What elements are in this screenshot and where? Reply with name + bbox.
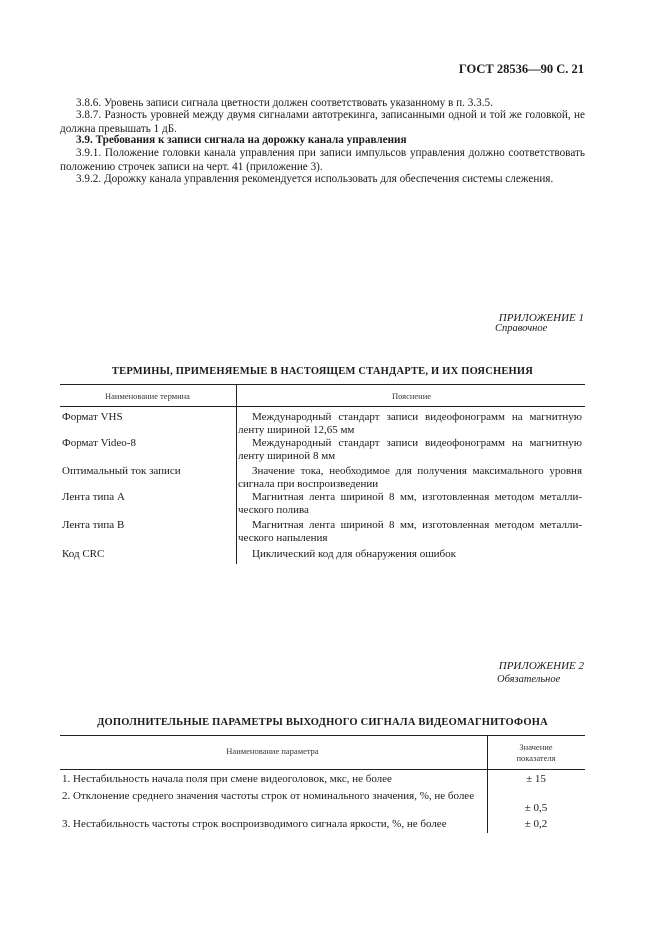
table-1-header-term: Наименование термина xyxy=(105,391,190,401)
page-header: ГОСТ 28536—90 С. 21 xyxy=(458,62,584,76)
value-cell: ± 0,2 xyxy=(524,818,548,830)
paragraph-3-8-7: 3.8.7. Разность уровней между двумя сигналами автотрекинга, записанными одной и той же головкой, не должна превышать 1 дБ. xyxy=(60,109,585,135)
appendix-1-label: ПРИЛОЖЕНИЕ 1 xyxy=(498,312,584,324)
table-1-column-divider xyxy=(236,384,237,564)
term-cell: Лента типа А xyxy=(62,491,125,503)
appendix-2-label: ПРИЛОЖЕНИЕ 2 xyxy=(498,660,584,672)
table-2-header-parameter: Наименование параметра xyxy=(226,746,319,756)
table-2-header-value-line1: Значение xyxy=(519,742,553,752)
value-cell: ± 15 xyxy=(526,773,546,785)
explanation-cell-line1: Магнитная лента шириной 8 мм, изготовленная методом металли- xyxy=(252,491,582,503)
explanation-cell-line1: Магнитная лента шириной 8 мм, изготовленная методом металли- xyxy=(252,519,582,531)
appendix-2-status: Обязательное xyxy=(497,674,561,685)
explanation-cell-line2: ческого напыления xyxy=(238,532,328,544)
appendix-1-title: ТЕРМИНЫ, ПРИМЕНЯЕМЫЕ В НАСТОЯЩЕМ СТАНДАРТЕ, И ИХ ПОЯСНЕНИЯ xyxy=(111,366,534,377)
explanation-cell-line1: Циклический код для обнаружения ошибок xyxy=(252,548,456,560)
table-1-header-rule xyxy=(60,406,585,407)
appendix-2-title: ДОПОЛНИТЕЛЬНЫЕ ПАРАМЕТРЫ ВЫХОДНОГО СИГНАЛА ВИДЕОМАГНИТОФОНА xyxy=(97,717,548,728)
table-1-top-rule xyxy=(60,384,585,385)
term-cell: Формат VHS xyxy=(62,411,123,423)
table-2-header-value-line2: показателя xyxy=(516,753,556,763)
term-cell: Оптимальный ток записи xyxy=(62,465,181,477)
explanation-cell-line1: Значение тока, необходимое для получения максимального уровня xyxy=(252,465,582,477)
paragraph-3-9-1: 3.9.1. Положение головки канала управления при записи импульсов управления должно соответствовать положению строчек записи на черт. 41 (приложение 3). xyxy=(60,147,585,173)
explanation-cell-line1: Международный стандарт записи видеофонограмм на магнитную xyxy=(252,437,582,449)
term-cell: Код CRC xyxy=(62,548,105,560)
table-2-top-rule xyxy=(60,735,585,736)
table-1-header-explanation: Пояснение xyxy=(391,391,432,401)
term-cell: Лента типа В xyxy=(62,519,125,531)
explanation-cell-line2: ческого полива xyxy=(238,504,309,516)
explanation-cell-line2: ленту шириной 8 мм xyxy=(238,450,336,462)
explanation-cell-line2: ленту шириной 12,65 мм xyxy=(238,424,355,436)
paragraph-3-8-6: 3.8.6. Уровень записи сигнала цветности должен соответствовать указанному в п. 3.3.5. xyxy=(76,97,493,109)
parameter-cell: 3. Нестабильность частоты строк воспроизводимого сигнала яркости, %, не более xyxy=(62,818,447,830)
paragraph-3-9-2: 3.9.2. Дорожку канала управления рекомендуется использовать для обеспечения системы слежения. xyxy=(76,173,554,185)
appendix-1-status: Справочное xyxy=(495,323,548,334)
parameter-cell: 1. Нестабильность начала поля при смене видеоголовок, мкс, не более xyxy=(62,773,392,785)
term-cell: Формат Video-8 xyxy=(62,437,136,449)
value-cell: ± 0,5 xyxy=(524,802,548,814)
table-2-header-rule xyxy=(60,769,585,770)
explanation-cell-line1: Международный стандарт записи видеофонограмм на магнитную xyxy=(252,411,582,423)
parameter-cell: 2. Отклонение среднего значения частоты строк от номинального значения, %, не более xyxy=(62,790,475,802)
explanation-cell-line2: сигнала при воспроизведении xyxy=(238,478,379,490)
section-heading-3-9: 3.9. Требования к записи сигнала на дорожку канала управления xyxy=(76,134,407,146)
